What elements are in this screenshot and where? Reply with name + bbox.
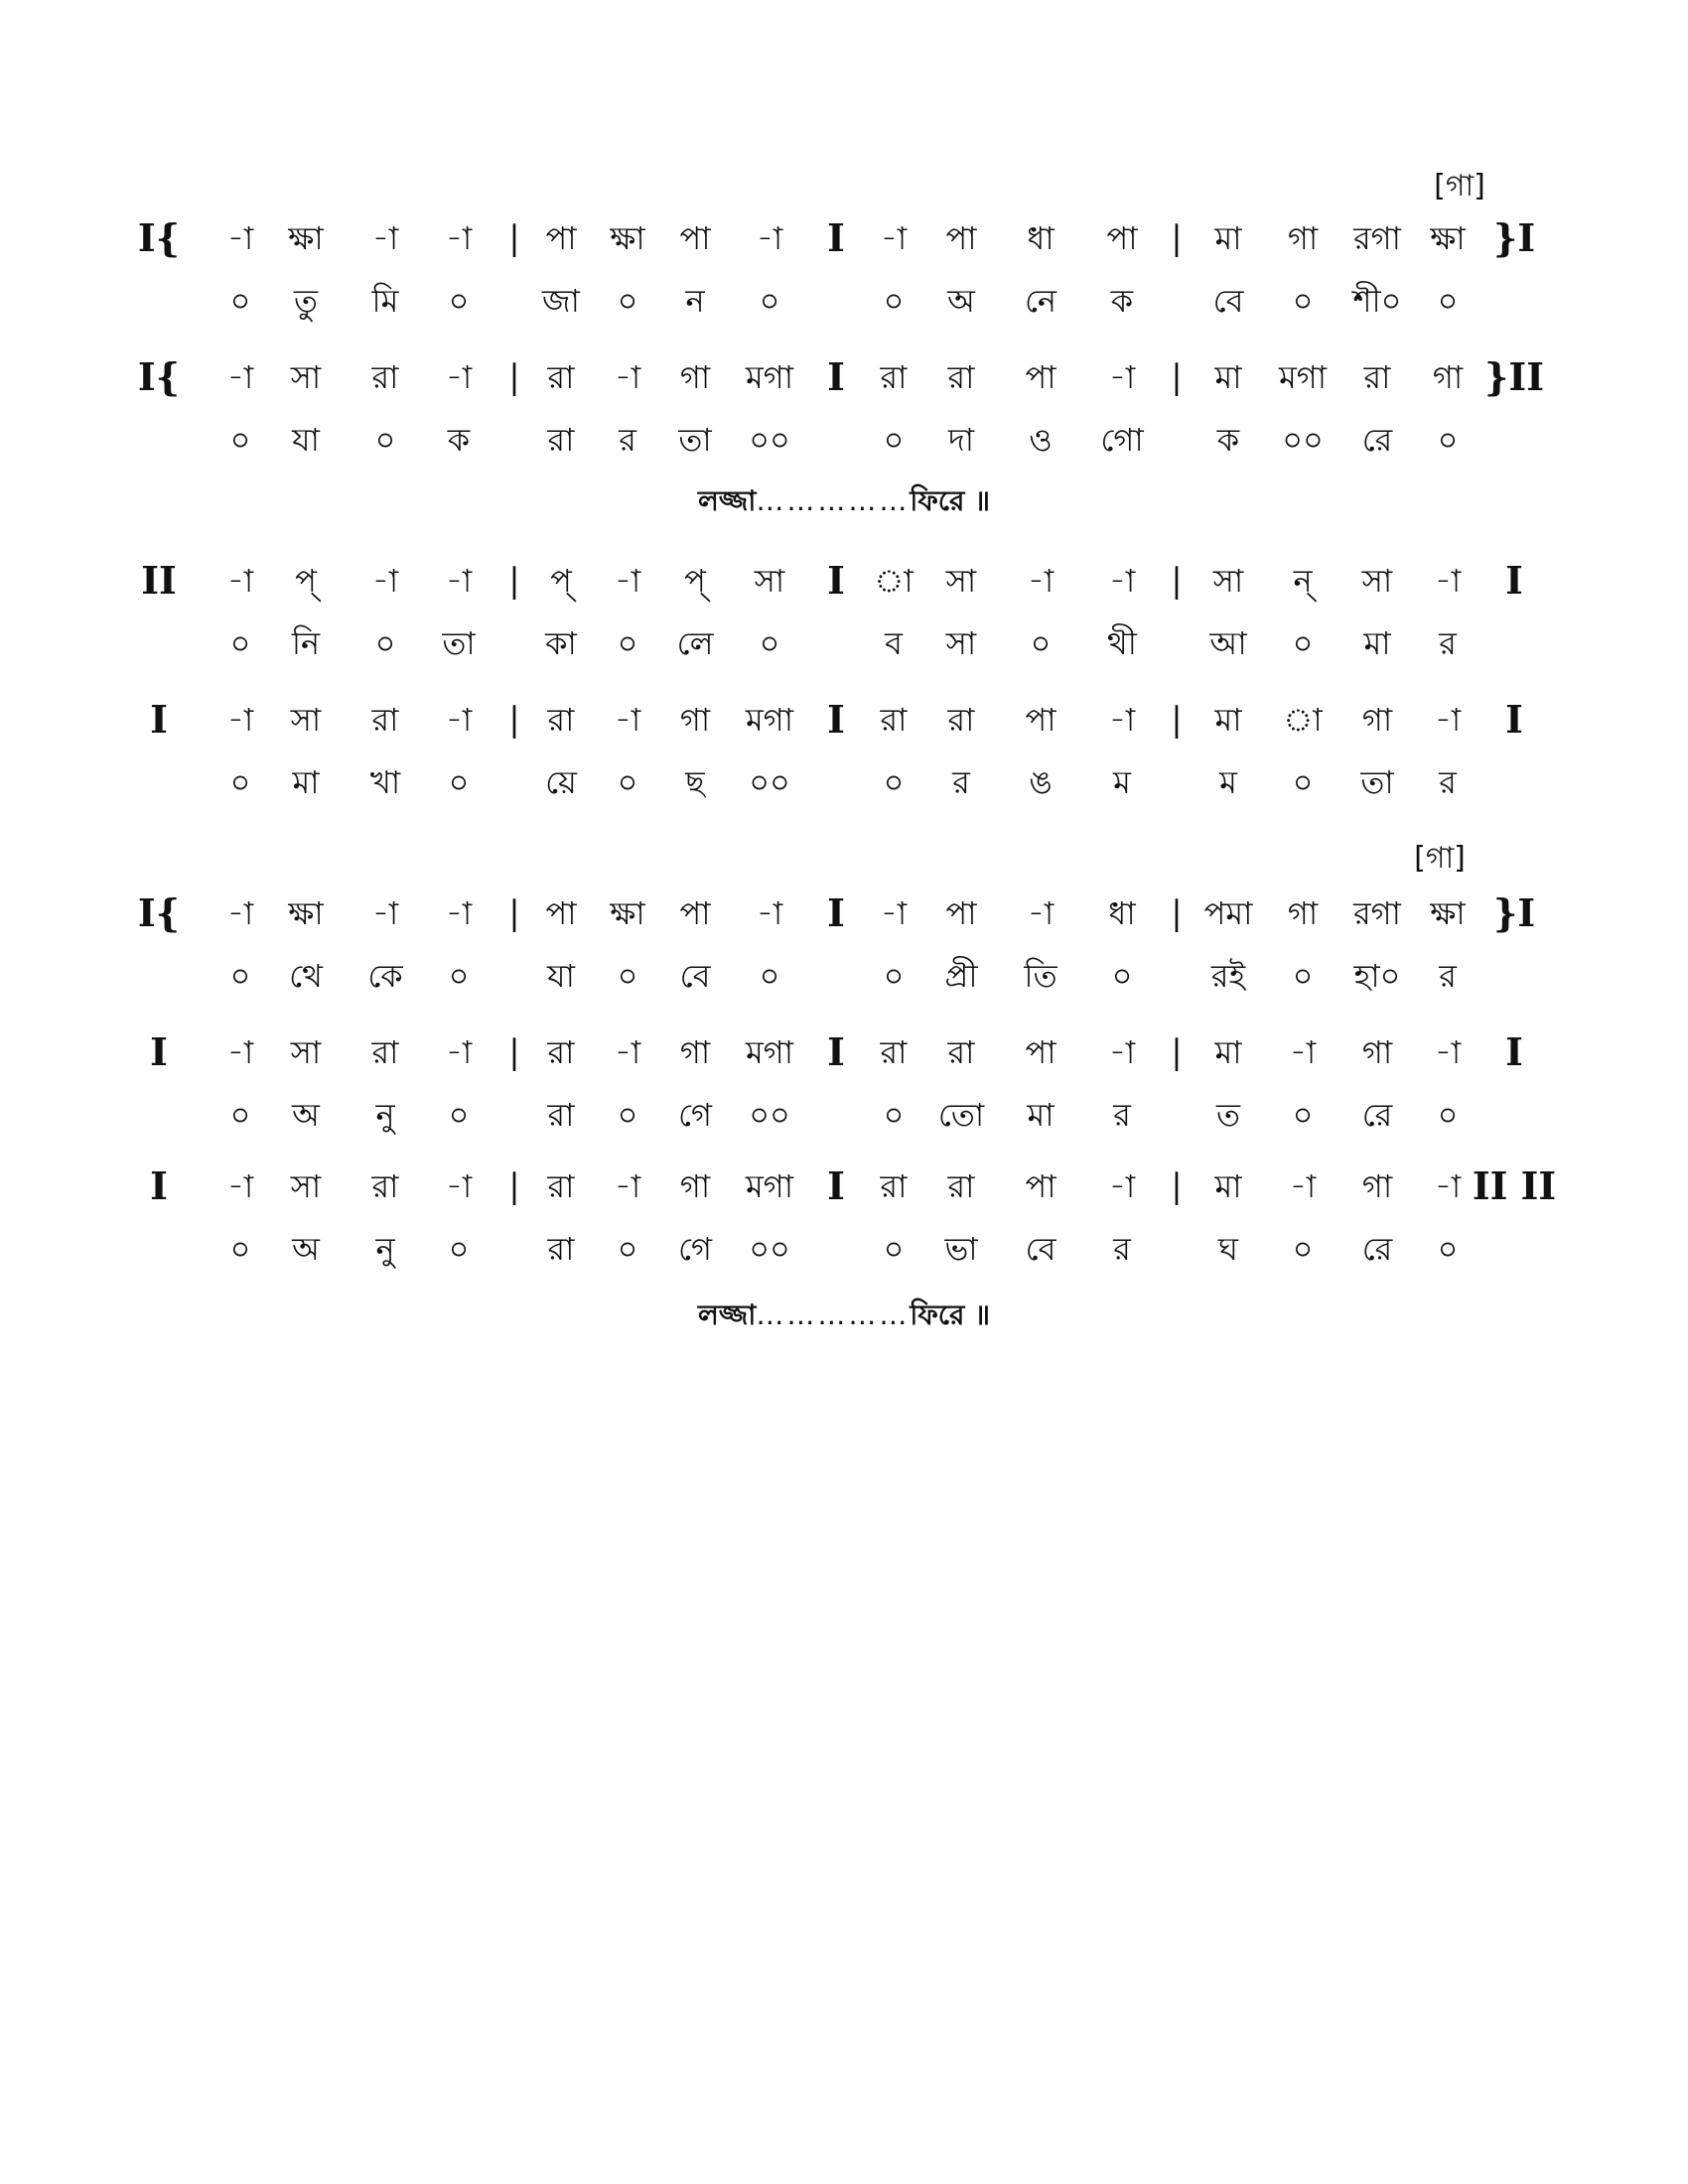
lyric-syllable: ০ (1437, 421, 1459, 459)
lyric-syllable: ০০ (749, 763, 790, 801)
swara-note: সা (1361, 562, 1393, 600)
bar-divider: | (1171, 357, 1183, 397)
swara-note: ক্ষা (1430, 219, 1466, 257)
lyric-syllable: ঘ (1218, 1230, 1238, 1268)
swara-note: -া (371, 219, 399, 257)
lyric-syllable: ০ (883, 957, 905, 995)
bar-start-mark: I (150, 697, 168, 742)
swara-note: -া (445, 562, 473, 600)
lyric-syllable: ০ (1292, 1230, 1314, 1268)
swara-note: মগা (745, 701, 794, 739)
lyric-syllable: শী০ (1352, 282, 1402, 320)
lyric-syllable: ০ (229, 624, 251, 662)
bar-divider: I (827, 1029, 845, 1074)
lyric-syllable: ০ (883, 1230, 905, 1268)
lyric-syllable: ০ (617, 282, 638, 320)
swara-note: প্ (550, 562, 572, 600)
bar-end-mark: I (1505, 1029, 1523, 1074)
lyric-syllable: মি (371, 282, 399, 320)
lyric-syllable: র (1439, 763, 1457, 801)
lyric-row (0, 1085, 1688, 1145)
swara-note: সা (945, 562, 977, 600)
lyric-syllable: ০ (229, 1096, 251, 1134)
bar-end-mark: II II (1472, 1163, 1557, 1208)
lyric-syllable: ০ (1437, 1230, 1459, 1268)
swara-note: পা (1025, 1167, 1056, 1205)
swara-note: -া (1108, 1167, 1136, 1205)
refrain-line (0, 1291, 1688, 1340)
lyric-syllable: ম (1113, 763, 1131, 801)
swara-note: সা (290, 701, 322, 739)
swara-note: গা (679, 701, 711, 739)
lyric-syllable: রা (547, 1230, 575, 1268)
swara-note: -া (371, 894, 399, 932)
lyric-syllable: আ (1209, 624, 1247, 662)
lyric-syllable: ০ (759, 624, 780, 662)
swara-note: মগা (745, 358, 794, 396)
swara-note: -া (756, 219, 783, 257)
lyric-syllable: সা (945, 624, 977, 662)
swara-note: -া (1434, 562, 1462, 600)
lyric-row (0, 1219, 1688, 1279)
lyric-syllable: ০ (1292, 282, 1314, 320)
lyric-syllable: গো (1100, 421, 1144, 459)
refrain-dots: …………… (756, 484, 911, 517)
swara-note: -া (226, 1167, 254, 1205)
swara-note: -া (226, 701, 254, 739)
swara-note: -া (226, 894, 254, 932)
swara-note: রা (547, 701, 575, 739)
pitch-annotation: [গা] (1414, 841, 1466, 876)
lyric-syllable: ক (1110, 282, 1134, 320)
lyric-syllable: ০ (617, 1230, 638, 1268)
swara-note: পা (679, 219, 711, 257)
swara-note: -া (1434, 1033, 1462, 1071)
swara-row (0, 551, 1688, 611)
lyric-syllable: র (619, 421, 636, 459)
lyric-syllable: তা (678, 421, 712, 459)
bar-divider: | (508, 561, 520, 601)
swara-note: -া (614, 562, 641, 600)
swara-note: রা (371, 1167, 399, 1205)
swara-note: মগা (745, 1033, 794, 1071)
lyric-syllable: তি (1024, 957, 1057, 995)
swara-note: গা (679, 358, 711, 396)
lyric-syllable: ০০ (749, 1096, 790, 1134)
lyric-syllable: নে (1024, 282, 1057, 320)
bar-divider: | (508, 893, 520, 933)
lyric-syllable: মা (1027, 1096, 1055, 1134)
swara-note: সা (290, 358, 322, 396)
lyric-syllable: ত (1215, 1096, 1241, 1134)
lyric-syllable: ০০ (1282, 421, 1324, 459)
swara-note: সা (1212, 562, 1244, 600)
swara-row (0, 690, 1688, 750)
lyric-syllable: লে (676, 624, 714, 662)
swara-note: া (1283, 701, 1323, 739)
refrain-dots: …………… (756, 1298, 911, 1331)
lyric-syllable: ০ (448, 1096, 470, 1134)
lyric-syllable: ০ (1292, 624, 1314, 662)
lyric-syllable: র (1113, 1230, 1131, 1268)
lyric-syllable: ০ (1292, 957, 1314, 995)
swara-note: মা (1214, 219, 1242, 257)
lyric-syllable: ০০ (749, 1230, 790, 1268)
lyric-syllable: ভা (944, 1230, 978, 1268)
swara-note: রা (547, 358, 575, 396)
swara-note: রা (880, 358, 908, 396)
swara-note: রা (547, 1033, 575, 1071)
lyric-row (0, 271, 1688, 331)
swara-note: রা (947, 1167, 975, 1205)
lyric-syllable: ০ (617, 957, 638, 995)
swara-note: -া (371, 562, 399, 600)
lyric-syllable: র (1439, 624, 1457, 662)
swara-note: রা (947, 358, 975, 396)
lyric-syllable: নু (375, 1230, 395, 1268)
lyric-syllable: ব (885, 624, 903, 662)
swara-note: গা (679, 1033, 711, 1071)
pitch-annotation: [গা] (1434, 169, 1485, 204)
lyric-syllable: গে (678, 1096, 712, 1134)
bar-divider: I (827, 697, 845, 742)
swara-note: -া (1434, 701, 1462, 739)
swara-note: পা (945, 894, 977, 932)
swara-note: পা (1025, 1033, 1056, 1071)
lyric-syllable: জা (542, 282, 580, 320)
refrain-line (0, 477, 1688, 526)
swara-note: -া (445, 701, 473, 739)
swara-note: -া (445, 219, 473, 257)
bar-end-mark: }II (1484, 354, 1544, 399)
lyric-syllable: ০ (1292, 1096, 1314, 1134)
lyric-syllable: ০০ (749, 421, 790, 459)
swara-note: ক্ষা (288, 219, 324, 257)
swara-note: -া (226, 1033, 254, 1071)
swara-row (0, 347, 1688, 407)
swara-note: মগা (745, 1167, 794, 1205)
refrain-start-word: লজ্জা (697, 484, 757, 517)
lyric-syllable: দা (947, 421, 975, 459)
swara-note: -া (614, 1167, 641, 1205)
bar-divider: | (1171, 1166, 1183, 1206)
swara-note: রা (371, 358, 399, 396)
swara-note: সা (290, 1033, 322, 1071)
swara-note: রা (1363, 358, 1391, 396)
swara-note: -া (756, 894, 783, 932)
lyric-syllable: ক (1216, 421, 1240, 459)
lyric-syllable: রা (547, 421, 575, 459)
swara-note: পা (679, 894, 711, 932)
swara-note: -া (614, 701, 641, 739)
lyric-syllable: খা (369, 763, 401, 801)
swara-note: ধা (1108, 894, 1136, 932)
bar-start-mark: I (150, 1029, 168, 1074)
bar-divider: I (827, 558, 845, 603)
bar-end-mark: }I (1492, 215, 1536, 260)
swara-note: পা (545, 219, 577, 257)
bar-divider: I (827, 890, 845, 935)
lyric-syllable: ০ (617, 763, 638, 801)
lyric-syllable: মা (292, 763, 320, 801)
swara-note: -া (445, 1167, 473, 1205)
swara-note: -া (445, 894, 473, 932)
swara-note: মা (1214, 1033, 1242, 1071)
lyric-syllable: ০ (448, 763, 470, 801)
bar-start-mark: I (150, 1163, 168, 1208)
lyric-syllable: বে (1212, 282, 1244, 320)
lyric-syllable: র (1439, 957, 1457, 995)
lyric-syllable: ০ (617, 1096, 638, 1134)
bar-divider: | (508, 1166, 520, 1206)
lyric-syllable: ০ (1292, 763, 1314, 801)
lyric-syllable: অ (292, 1230, 320, 1268)
bar-divider: I (827, 1163, 845, 1208)
swara-note: মা (1214, 358, 1242, 396)
swara-row (0, 1157, 1688, 1216)
swara-note: -া (445, 358, 473, 396)
lyric-syllable: র (1113, 1096, 1131, 1134)
lyric-row (0, 410, 1688, 470)
swara-note: রা (947, 701, 975, 739)
lyric-syllable: রে (1361, 1096, 1393, 1134)
lyric-syllable: র (952, 763, 970, 801)
swara-note: পা (1025, 358, 1056, 396)
swara-note: রগা (1353, 219, 1401, 257)
swara-row (0, 208, 1688, 268)
swara-row (0, 884, 1688, 943)
swara-note: মা (1214, 701, 1242, 739)
swara-note: রা (880, 1167, 908, 1205)
swara-note: -া (1108, 358, 1136, 396)
swara-note: পা (945, 219, 977, 257)
swara-note: পমা (1203, 894, 1253, 932)
swara-note: রগা (1353, 894, 1401, 932)
swara-note: গা (679, 1167, 711, 1205)
swara-note: গা (1287, 894, 1319, 932)
swara-note: প্ (684, 562, 706, 600)
lyric-syllable: য়ে (545, 763, 577, 801)
lyric-syllable: যা (547, 957, 575, 995)
lyric-syllable: ০ (1437, 1096, 1459, 1134)
bar-start-mark: I{ (137, 354, 181, 399)
lyric-row (0, 752, 1688, 812)
swara-note: -া (445, 1033, 473, 1071)
swara-note: গা (1287, 219, 1319, 257)
swara-note: রা (880, 701, 908, 739)
bar-start-mark: I{ (137, 215, 181, 260)
swara-note: -া (226, 219, 254, 257)
lyric-syllable: রা (547, 1096, 575, 1134)
swara-row (0, 1023, 1688, 1082)
lyric-syllable: ০ (229, 1230, 251, 1268)
swara-note: ক্ষা (288, 894, 324, 932)
lyric-syllable: নি (291, 624, 321, 662)
swara-note: প্ (295, 562, 317, 600)
swara-note: গা (1361, 701, 1393, 739)
lyric-syllable: ০ (759, 282, 780, 320)
bar-divider: | (508, 218, 520, 258)
lyric-syllable: প্রী (944, 957, 978, 995)
lyric-syllable: ০ (883, 763, 905, 801)
swara-note: -া (226, 562, 254, 600)
lyric-syllable: ০ (448, 282, 470, 320)
lyric-syllable: থী (1107, 624, 1137, 662)
swara-note: -া (880, 219, 908, 257)
lyric-syllable: ০ (759, 957, 780, 995)
swara-note: রা (371, 1033, 399, 1071)
lyric-syllable: ০ (1030, 624, 1052, 662)
swara-note: -া (1108, 701, 1136, 739)
bar-divider: I (827, 354, 845, 399)
lyric-syllable: ০ (1437, 282, 1459, 320)
lyric-syllable: তা (442, 624, 476, 662)
bar-end-mark: }I (1492, 890, 1536, 935)
lyric-syllable: কা (545, 624, 577, 662)
swara-note: -া (1027, 562, 1055, 600)
lyric-syllable: ক (447, 421, 471, 459)
swara-note: ক্ষা (1430, 894, 1466, 932)
lyric-row (0, 946, 1688, 1006)
swara-note: -া (1027, 894, 1055, 932)
bar-divider: | (1171, 893, 1183, 933)
refrain-end-word: ফিরে ॥ (910, 1298, 991, 1331)
lyric-syllable: ০ (448, 957, 470, 995)
lyric-syllable: ০ (1111, 957, 1133, 995)
swara-note: সা (754, 562, 785, 600)
swara-note: রা (371, 701, 399, 739)
bar-divider: | (1171, 700, 1183, 740)
swara-note: পা (1025, 701, 1056, 739)
swara-note: ক্ষা (610, 219, 645, 257)
bar-divider: | (508, 357, 520, 397)
swara-note: পা (1106, 219, 1138, 257)
lyric-syllable: অ (292, 1096, 320, 1134)
lyric-row (0, 614, 1688, 673)
lyric-syllable: থে (289, 957, 323, 995)
lyric-syllable: ০ (883, 1096, 905, 1134)
lyric-syllable: ঙ (1029, 763, 1053, 801)
swara-note: -া (614, 358, 641, 396)
lyric-syllable: তা (1360, 763, 1394, 801)
lyric-syllable: গে (678, 1230, 712, 1268)
lyric-syllable: বে (1025, 1230, 1056, 1268)
lyric-syllable: ম (1219, 763, 1237, 801)
bar-start-mark: II (141, 558, 177, 603)
swara-note: -া (226, 358, 254, 396)
lyric-syllable: ০ (883, 421, 905, 459)
swara-note: ধা (1027, 219, 1055, 257)
lyric-syllable: তু (293, 282, 319, 320)
lyric-syllable: ০ (229, 421, 251, 459)
swara-note: মগা (1278, 358, 1328, 396)
bar-divider: I (827, 215, 845, 260)
lyric-syllable: অ (947, 282, 975, 320)
swara-note: রা (547, 1167, 575, 1205)
bar-end-mark: I (1505, 558, 1523, 603)
swara-note: সা (290, 1167, 322, 1205)
lyric-syllable: ০ (617, 624, 638, 662)
swara-note: -া (1434, 1167, 1462, 1205)
swara-note: -া (1289, 1033, 1317, 1071)
swara-note: গা (1432, 358, 1464, 396)
lyric-syllable: নু (375, 1096, 395, 1134)
swara-note: -া (1289, 1167, 1317, 1205)
lyric-syllable: কে (367, 957, 403, 995)
lyric-syllable: রে (1361, 1230, 1393, 1268)
swara-note: -া (1108, 1033, 1136, 1071)
swara-note: রা (880, 1033, 908, 1071)
lyric-syllable: ০ (448, 1230, 470, 1268)
lyric-syllable: ছ (685, 763, 705, 801)
refrain-start-word: লজ্জা (697, 1298, 757, 1331)
bar-divider: | (1171, 1032, 1183, 1072)
lyric-syllable: রই (1210, 957, 1246, 995)
swara-note: -া (880, 894, 908, 932)
swara-note: গা (1361, 1033, 1393, 1071)
lyric-syllable: বে (679, 957, 711, 995)
swara-note: ন্ (1293, 562, 1313, 600)
lyric-syllable: ০ (229, 957, 251, 995)
swara-note: পা (545, 894, 577, 932)
refrain-end-word: ফিরে ॥ (910, 484, 991, 517)
swara-note: া (874, 562, 914, 600)
lyric-syllable: ০ (883, 282, 905, 320)
lyric-syllable: ০ (374, 421, 396, 459)
swara-note: ক্ষা (610, 894, 645, 932)
bar-divider: | (1171, 561, 1183, 601)
swara-note: -া (614, 1033, 641, 1071)
lyric-syllable: মা (1363, 624, 1391, 662)
lyric-syllable: যা (292, 421, 320, 459)
swara-note: গা (1361, 1167, 1393, 1205)
lyric-syllable: রে (1361, 421, 1393, 459)
bar-divider: | (1171, 218, 1183, 258)
lyric-syllable: তো (937, 1096, 985, 1134)
lyric-syllable: ০ (374, 624, 396, 662)
swara-note: -া (1108, 562, 1136, 600)
lyric-syllable: ন (685, 282, 705, 320)
lyric-syllable: ০ (229, 282, 251, 320)
swara-note: রা (947, 1033, 975, 1071)
bar-divider: | (508, 700, 520, 740)
lyric-syllable: ও (1029, 421, 1053, 459)
bar-divider: | (508, 1032, 520, 1072)
lyric-syllable: ০ (229, 763, 251, 801)
bar-start-mark: I{ (137, 890, 181, 935)
lyric-syllable: হা০ (1353, 957, 1401, 995)
bar-end-mark: I (1505, 697, 1523, 742)
swara-note: মা (1214, 1167, 1242, 1205)
